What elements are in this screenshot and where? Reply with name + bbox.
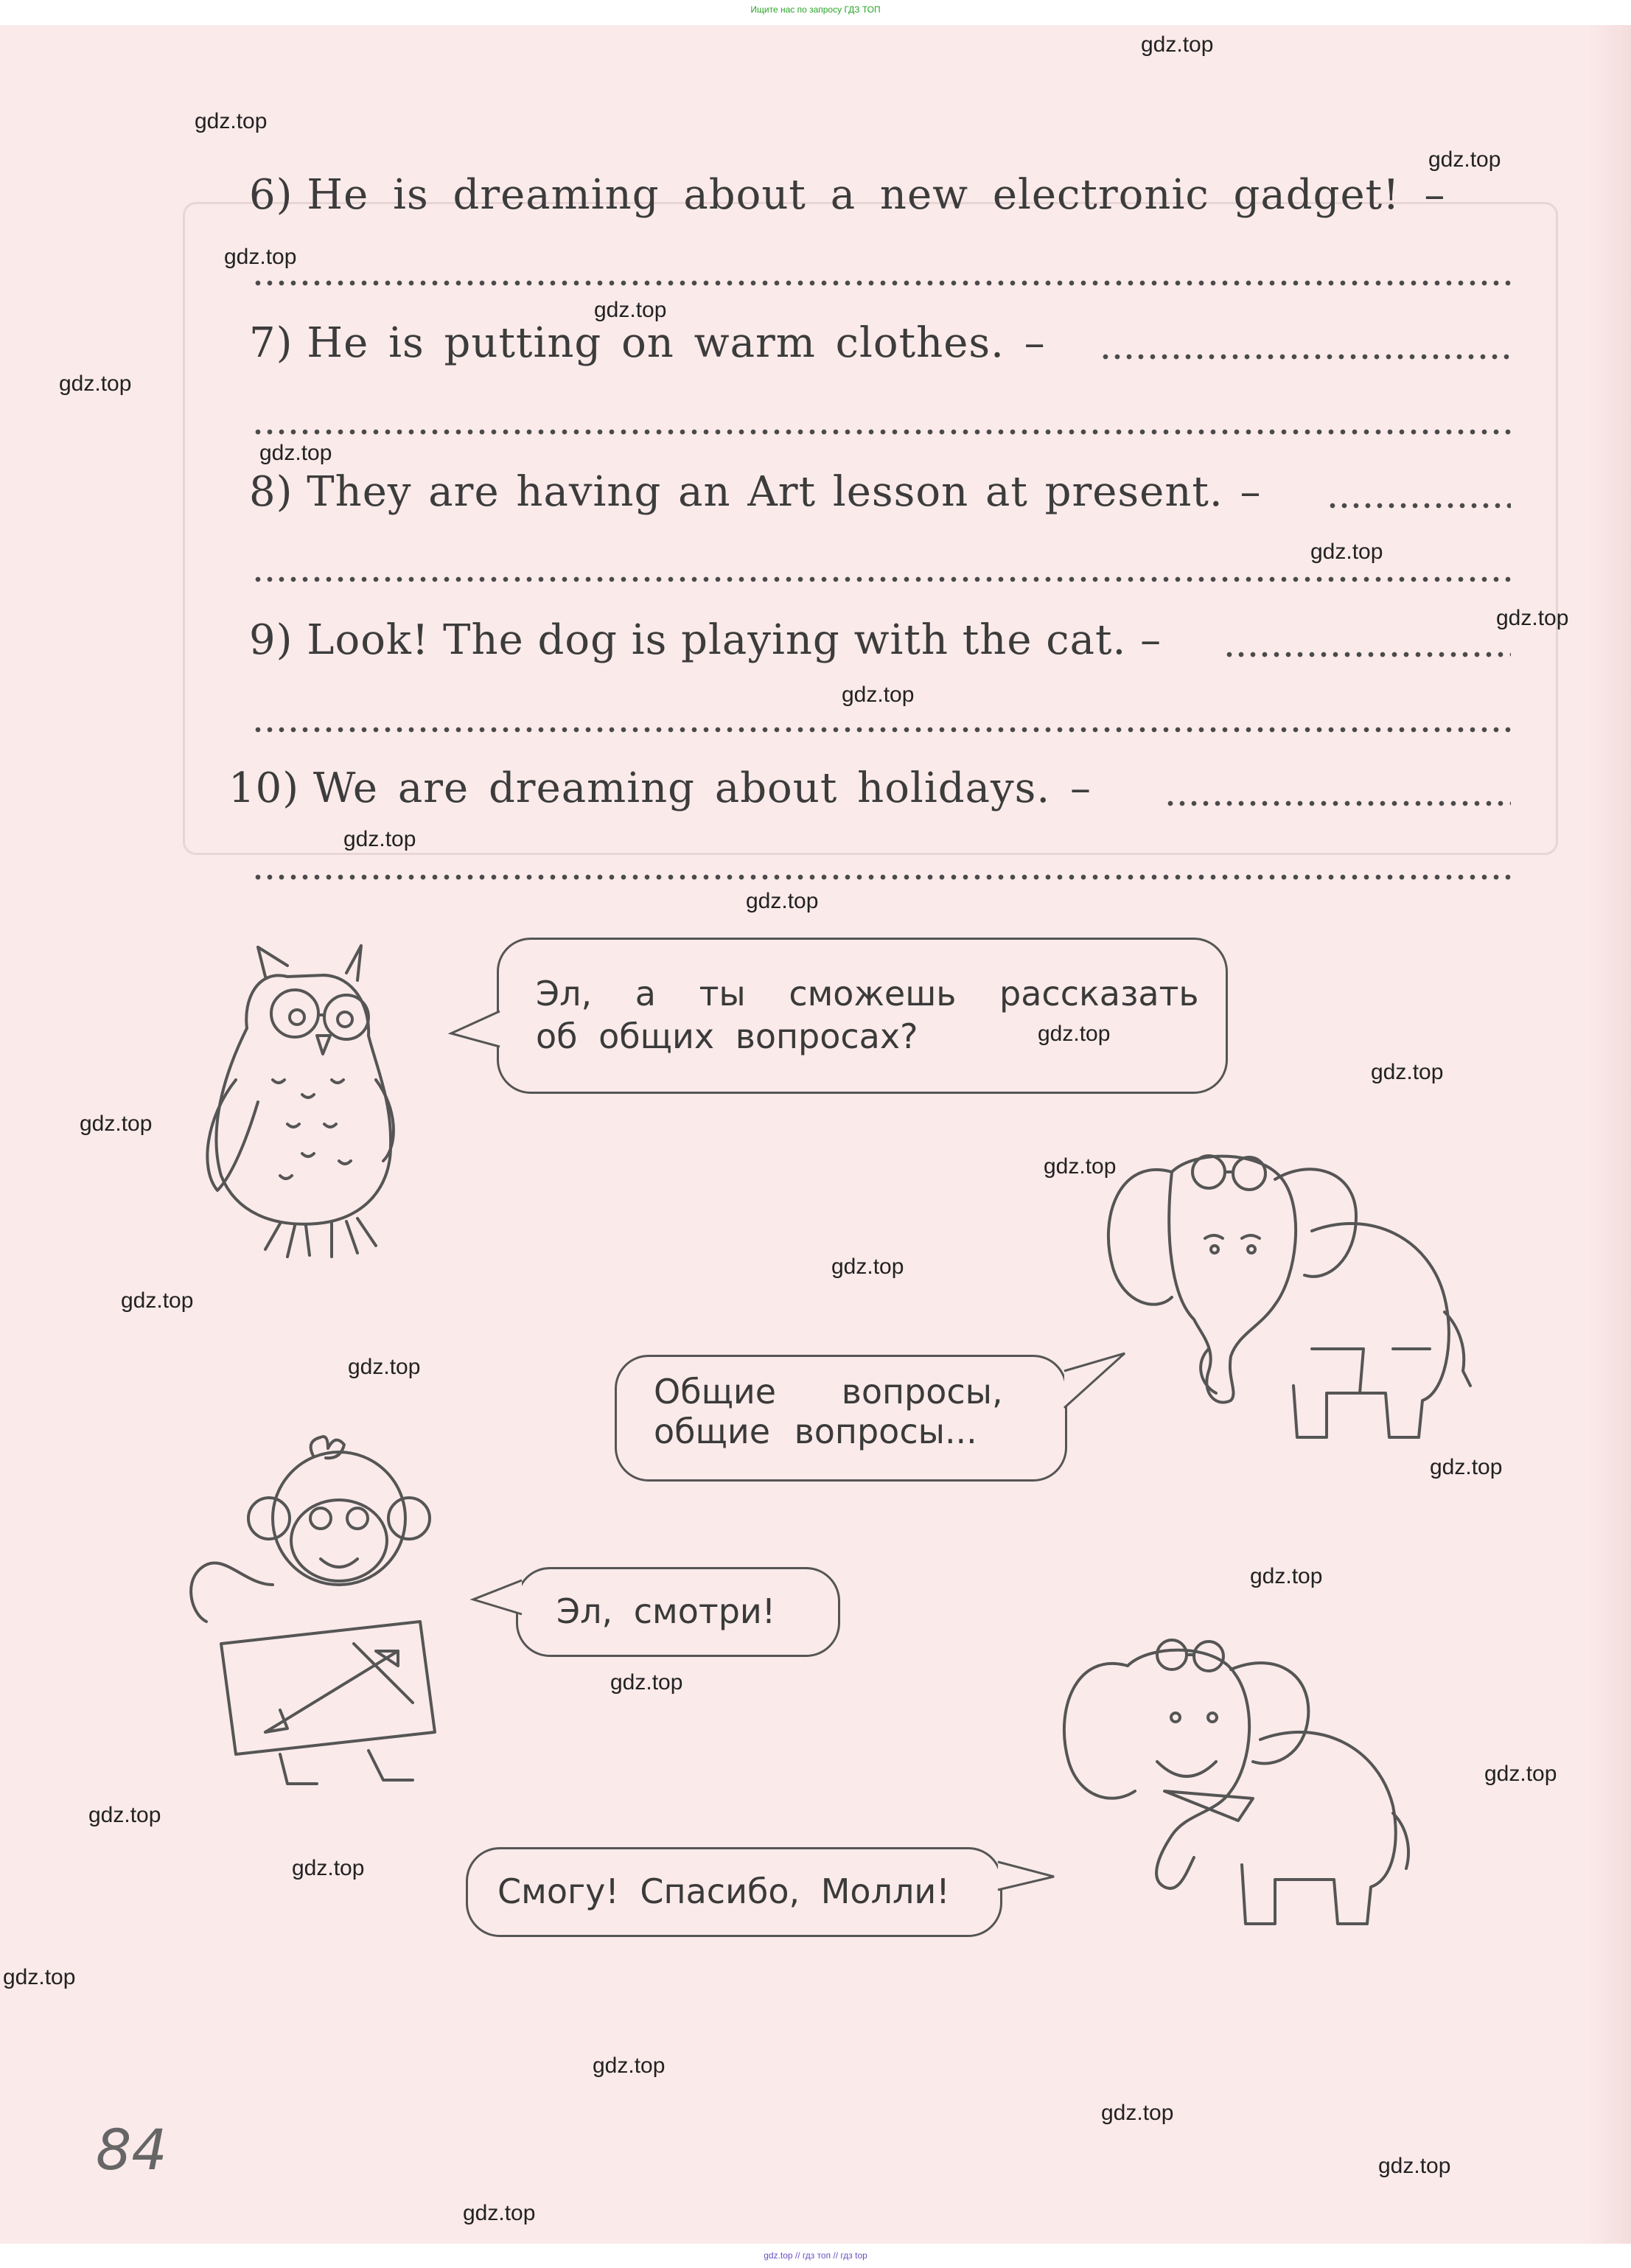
exercise-sentence: Look! The dog is playing with the cat. – [307, 616, 1162, 664]
watermark[interactable]: gdz.top [746, 889, 819, 913]
exercise-number: 8) [249, 468, 293, 516]
watermark[interactable]: gdz.top [121, 1288, 194, 1313]
exercise-number: 7) [249, 319, 293, 367]
owl-speech-bubble [497, 938, 1228, 1094]
exercise-number: 6) [249, 171, 293, 219]
watermark[interactable]: gdz.top [1141, 32, 1214, 57]
exercise-number: 10) [228, 764, 300, 812]
bubble-line: Общие вопросы, [654, 1372, 1003, 1412]
watermark[interactable]: gdz.top [831, 1255, 904, 1279]
bubble-line: общие вопросы... [654, 1412, 977, 1451]
watermark[interactable]: gdz.top [292, 1856, 365, 1880]
watermark[interactable]: gdz.top [1496, 606, 1569, 630]
elephant-happy-illustration [1047, 1614, 1415, 1939]
watermark[interactable]: gdz.top [1378, 2154, 1451, 2178]
watermark[interactable]: gdz.top [1428, 147, 1501, 172]
watermark[interactable]: gdz.top [195, 109, 268, 133]
monkey-illustration [177, 1437, 486, 1791]
watermark[interactable]: gdz.top [1310, 540, 1383, 564]
elephant-reply-bubble [466, 1847, 1002, 1937]
watermark[interactable]: gdz.top [3, 1965, 76, 1989]
watermark[interactable]: gdz.top [593, 2054, 666, 2078]
watermark[interactable]: gdz.top [610, 1670, 683, 1695]
watermark[interactable]: gdz.top [1250, 1564, 1323, 1588]
exercise-sentence: He is putting on warm clothes. – [307, 319, 1046, 367]
answer-line[interactable] [1327, 501, 1511, 510]
watermark[interactable]: gdz.top [343, 827, 416, 851]
watermark[interactable]: gdz.top [1484, 1762, 1557, 1786]
exercise-6 [249, 171, 1445, 219]
bubble-tail [1061, 1349, 1128, 1415]
watermark[interactable]: gdz.top [88, 1803, 161, 1827]
bubble-tail [450, 1010, 501, 1054]
bottom-banner[interactable]: gdz.top // гдз топ // гдз top [764, 2250, 867, 2261]
exercise-9 [249, 616, 1162, 664]
watermark[interactable]: gdz.top [1038, 1022, 1111, 1046]
exercise-number: 9) [249, 616, 293, 664]
exercise-8 [249, 468, 1261, 516]
exercise-sentence: He is dreaming about a new electronic gadget! – [307, 171, 1446, 219]
watermark[interactable]: gdz.top [842, 683, 915, 707]
bubble-line: Эл, а ты сможешь рассказать [536, 974, 1199, 1013]
answer-line[interactable] [1164, 799, 1511, 808]
elephant-speech-bubble [615, 1355, 1067, 1482]
bubble-line: Эл, смотри! [556, 1591, 776, 1631]
exercise-7 [249, 319, 1046, 367]
monkey-speech-bubble [516, 1567, 840, 1657]
exercise-sentence: They are having an Art lesson at present. – [307, 468, 1262, 516]
answer-line[interactable] [252, 575, 1511, 584]
watermark[interactable]: gdz.top [1371, 1060, 1444, 1084]
exercise-10 [228, 764, 1092, 812]
answer-line[interactable] [252, 873, 1511, 882]
watermark[interactable]: gdz.top [463, 2201, 536, 2225]
answer-line[interactable] [1223, 650, 1511, 659]
watermark[interactable]: gdz.top [80, 1112, 153, 1136]
bubble-line: об общих вопросах? [536, 1016, 918, 1056]
watermark[interactable]: gdz.top [594, 298, 667, 322]
elephant-thinking-illustration [1091, 1128, 1474, 1452]
bubble-tail [472, 1577, 523, 1622]
bubble-tail [996, 1854, 1055, 1899]
watermark[interactable]: gdz.top [259, 441, 332, 465]
watermark[interactable]: gdz.top [1044, 1154, 1117, 1179]
answer-line[interactable] [1100, 352, 1511, 361]
answer-line[interactable] [252, 279, 1511, 287]
watermark[interactable]: gdz.top [348, 1355, 421, 1379]
exercise-sentence: We are dreaming about holidays. – [312, 764, 1092, 812]
show-through-frame [183, 202, 1558, 855]
answer-line[interactable] [252, 428, 1511, 436]
watermark[interactable]: gdz.top [1101, 2101, 1174, 2125]
watermark[interactable]: gdz.top [59, 371, 132, 396]
watermark[interactable]: gdz.top [224, 245, 297, 269]
watermark[interactable]: gdz.top [1430, 1455, 1503, 1479]
answer-line[interactable] [252, 725, 1511, 734]
top-banner[interactable]: Ищите нас по запросу ГДЗ ТОП [750, 4, 881, 15]
owl-illustration [177, 932, 427, 1271]
bubble-line: Смогу! Спасибо, Молли! [497, 1871, 950, 1911]
page-number: 84 [96, 2117, 167, 2182]
